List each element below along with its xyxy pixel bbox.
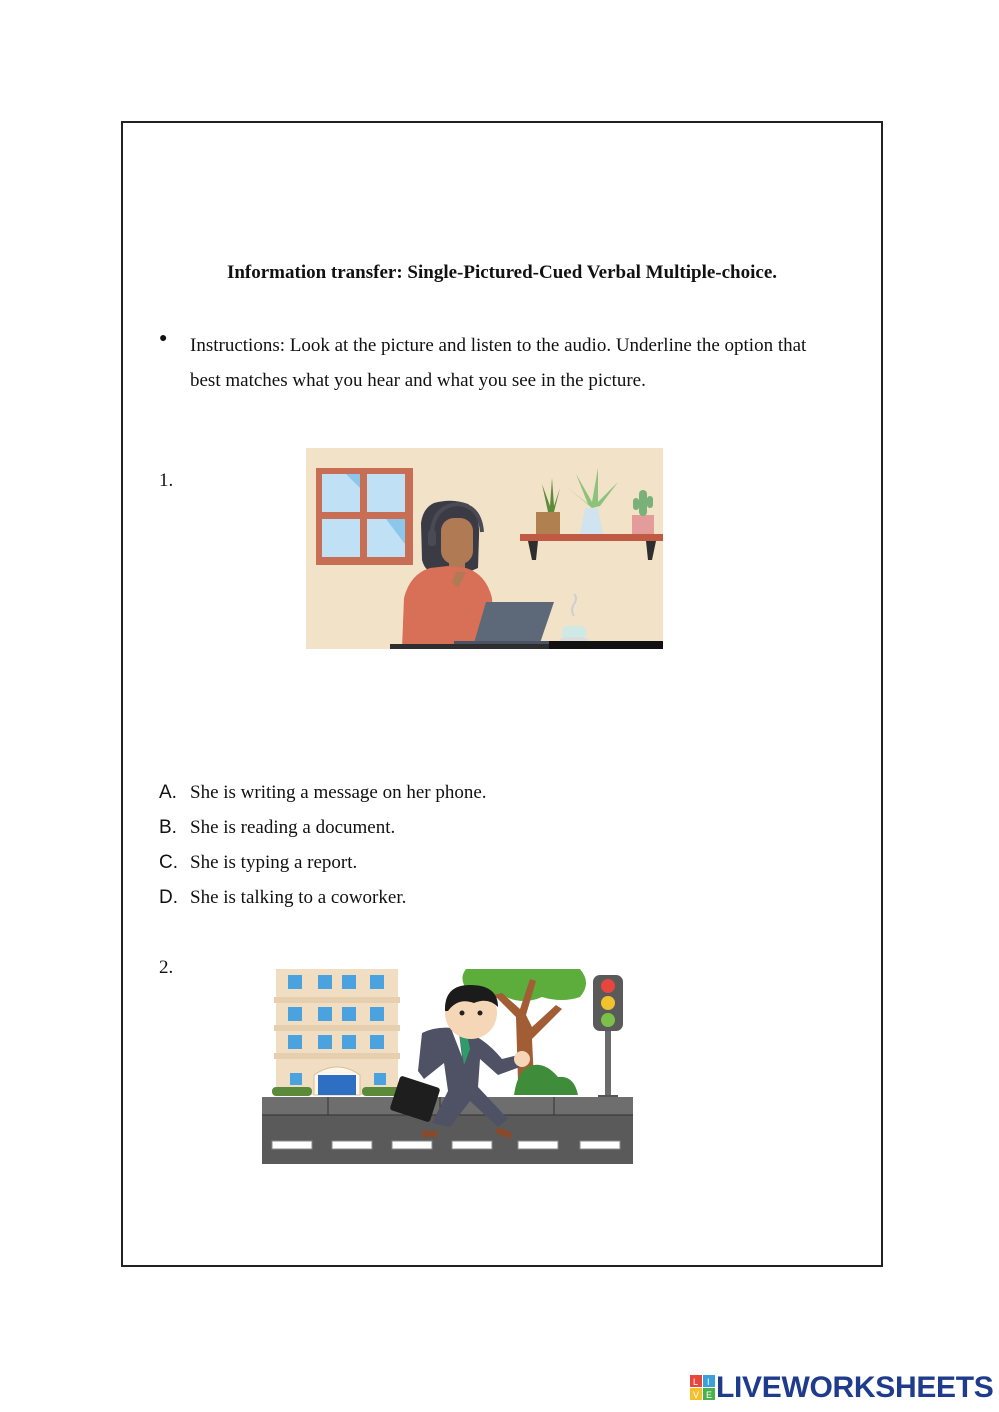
question-1-option-d[interactable] [159,887,406,909]
question-2-number: 2. [159,957,174,978]
bullet: ● [159,331,168,346]
option-letter: B. [159,817,177,838]
instructions-line-1: Instructions: Look at the picture and listen to the audio. Underline the option that [190,335,807,356]
option-text: She is talking to a coworker. [190,887,407,908]
logo-letter-i: I [707,1377,710,1387]
woman-typing-laptop-illustration-icon [306,448,663,649]
liveworksheets-logo [690,1372,994,1404]
option-text: She is typing a report. [190,852,358,873]
option-letter: C. [159,852,178,873]
worksheet-title: Information transfer: Single-Pictured-Cued Verbal Multiple-choice. [226,262,778,283]
logo-letter-v: V [693,1390,700,1400]
live-logo-icon [690,1375,716,1401]
instructions-line-2: best matches what you hear and what you see in the picture. [190,370,646,391]
logo-letter-e: E [706,1390,713,1400]
option-letter: A. [159,782,177,803]
option-letter: D. [159,887,178,908]
question-1-option-a[interactable] [159,782,487,804]
question-1-number: 1. [159,470,174,491]
businessman-running-street-illustration-icon [262,967,633,1164]
option-text: She is writing a message on her phone. [190,782,487,803]
question-1-option-b[interactable] [159,817,395,839]
instructions [190,328,850,398]
question-1-option-c[interactable] [159,852,357,874]
logo-letter-l: L [693,1377,699,1387]
brand-name: LIVEWORKSHEETS [716,1371,994,1404]
option-text: She is reading a document. [190,817,396,838]
